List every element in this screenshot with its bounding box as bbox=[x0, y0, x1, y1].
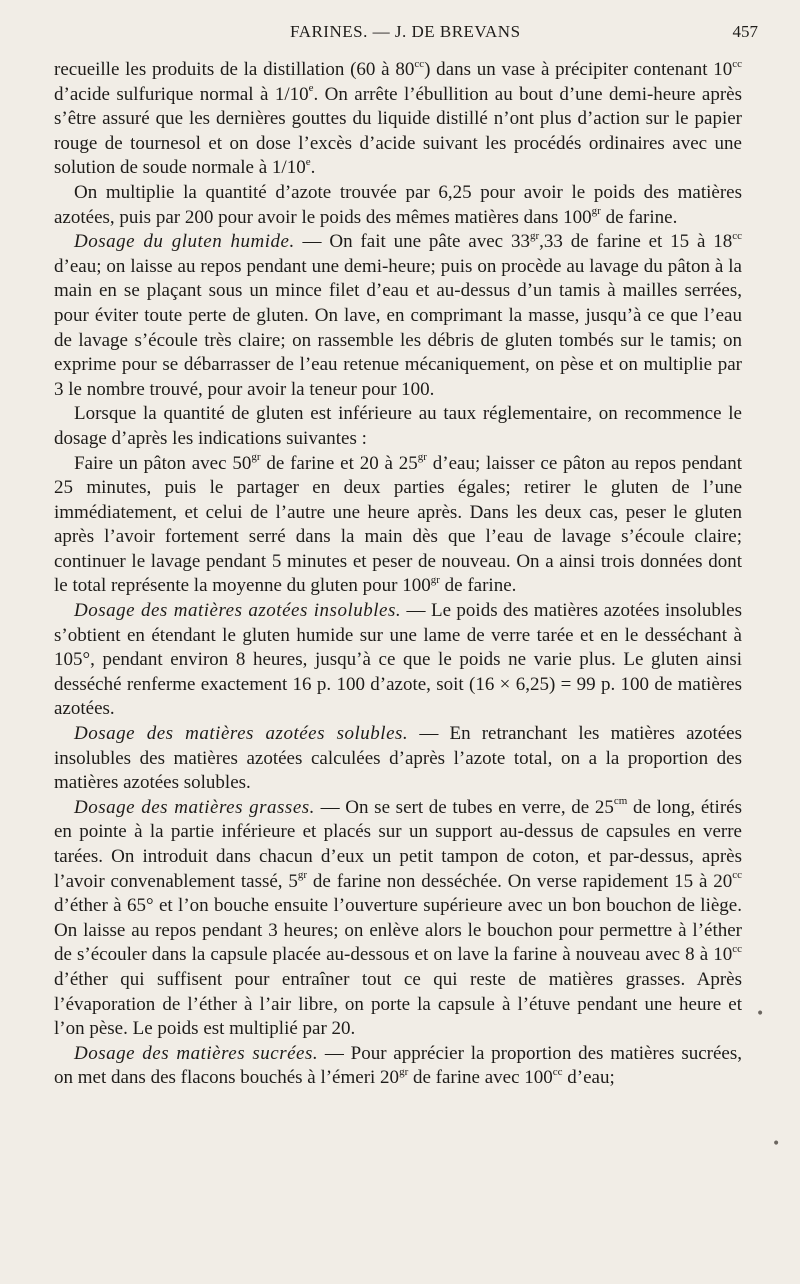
text-run: recueille les produits de la distillation (60 à 80 bbox=[54, 59, 415, 80]
section-lead: Dosage du gluten humide. bbox=[74, 231, 295, 253]
text-run: — En retranchant les matières azotées insolubles des matières azotées calculées d’après l’azote total, on a la proportion des matières azotées solubles. bbox=[54, 723, 742, 794]
text-run: de farine. bbox=[439, 575, 517, 597]
text-run: d’eau; laisser ce pâton au repos pendant 25 minutes, puis le partager en deux parties égales; retirer le gluten de l’une immédiatement, et celui de l’autre une heure après. Dans les deux cas, peser le gluten après l’avoir fortement serré dans la main dès que l’eau de lavage s’écoule claire; continuer le lavage pendant 5 minutes et peser de nouveau. On a ainsi trois données dont le total représente la moyenne du gluten pour 100 bbox=[54, 452, 742, 597]
superscript-unit: cc bbox=[732, 229, 742, 242]
ink-speck: • bbox=[772, 1136, 781, 1152]
text-run: — Pour apprécier la proportion des matières sucrées, on met dans des flacons bouchés à l’émeri 20 bbox=[54, 1042, 742, 1089]
paragraph bbox=[54, 1042, 742, 1091]
text-run: d’éther qui suffisent pour entraîner tout ce qui reste de matières grasses. Après l’évaporation de l’éther à l’air libre, on porte la capsule à l’étuve pendant une heure et l’on pèse. Le poids est multiplié par 20. bbox=[54, 968, 742, 1040]
paragraph bbox=[54, 230, 742, 402]
running-head: FARINES. — J. DE BREVANS bbox=[290, 22, 521, 41]
superscript-unit: e bbox=[305, 156, 311, 169]
section-lead: Dosage des matières sucrées. bbox=[74, 1042, 319, 1064]
superscript-unit: cm bbox=[613, 795, 628, 808]
superscript-unit: e bbox=[308, 82, 314, 95]
paragraph bbox=[54, 796, 742, 1042]
text-run: — On se sert de tubes en verre, de 25 bbox=[314, 796, 614, 818]
text-run: de farine et 20 à 25 bbox=[260, 452, 418, 474]
superscript-unit: cc bbox=[732, 943, 742, 956]
superscript-unit: gr bbox=[430, 574, 440, 587]
text-run: ) dans un vase à précipiter contenant 10 bbox=[424, 59, 733, 80]
paragraph bbox=[54, 599, 742, 722]
superscript-unit: cc bbox=[552, 1066, 563, 1079]
section-lead: Dosage des matières azotées solubles. bbox=[74, 723, 409, 745]
section-lead: Dosage des matières azotées insolubles. bbox=[74, 600, 402, 622]
superscript-unit: gr bbox=[399, 1066, 409, 1079]
superscript-unit: cc bbox=[414, 57, 425, 70]
page-header bbox=[0, 18, 800, 48]
superscript-unit: gr bbox=[591, 205, 601, 218]
section-lead: Dosage des matières grasses. bbox=[74, 796, 315, 818]
superscript-unit: gr bbox=[251, 451, 261, 464]
text-run: de long, étirés en pointe à la partie inférieure et placés sur un support au-dessus de capsules en verre tarées. On introduit dans chacun d’eux un petit tampon de coton, et par-dessus, après l’avoir convenablement tassé, 5 bbox=[54, 796, 742, 892]
body-text bbox=[54, 58, 742, 1091]
text-run: d’eau; on laisse au repos pendant une demi-heure; puis on procède au lavage du pâton à la main en se plaçant sous un mince filet d’eau et au-dessus d’un tamis à mailles serrées, pour éviter toute perte de gluten. On lave, en comprimant la masse, jusqu’à ce que l’eau de lavage s’écoule très claire; on rassemble les débris de gluten tombés sur le tamis; on exprime pour se débarrasser de l’eau retenue mécaniquement, on pèse et on multiplie par 3 le nombre trouvé, pour avoir la teneur pour 100. bbox=[54, 255, 742, 400]
text-run: Lorsque la quantité de gluten est inférieure au taux réglementaire, on recommence le dosage d’après les indications suivantes : bbox=[54, 403, 742, 449]
text-run: de farine. bbox=[600, 206, 678, 228]
paragraph bbox=[54, 181, 742, 230]
text-run: d’éther à 65° et l’on bouche ensuite l’ouverture supérieure avec un bon bouchon de liège. On laisse au repos pendant 3 heures; on enlève alors le bouchon pour permettre à l’éther de s’écouler dans la capsule placée au-dessous et on lave la farine à nouveau avec 8 à 10 bbox=[54, 895, 742, 966]
text-run: d’eau; bbox=[562, 1067, 615, 1089]
ink-speck: • bbox=[756, 1006, 765, 1022]
text-run: — On fait une pâte avec 33 bbox=[294, 231, 530, 253]
superscript-unit: gr bbox=[297, 869, 308, 882]
text-run: d’acide sulfurique normal à 1/10 bbox=[54, 83, 309, 105]
superscript-unit: cc bbox=[732, 869, 742, 882]
paragraph bbox=[54, 58, 742, 181]
text-run: . On arrête l’ébullition au bout d’une demi-heure après s’être assuré que les dernières gouttes du liquide distillé n’ont plus d’action sur le papier rouge de tournesol et on dose l’excès d’acide suivant les procédés ordinaires avec une solution de soude normale à 1/10 bbox=[54, 83, 742, 179]
text-run: On multiplie la quantité d’azote trouvée par 6,25 pour avoir le poids des matières azotées, puis par 200 pour avoir le poids des mêmes matières dans 100 bbox=[54, 181, 742, 228]
text-run: ,33 de farine et 15 à 18 bbox=[539, 231, 733, 253]
text-run: de farine avec 100 bbox=[408, 1067, 553, 1089]
paragraph bbox=[54, 402, 742, 451]
superscript-unit: gr bbox=[529, 229, 540, 242]
text-run: . bbox=[310, 157, 316, 179]
superscript-unit: cc bbox=[732, 57, 743, 70]
text-run: de farine non desséchée. On verse rapidement 15 à 20 bbox=[307, 870, 733, 892]
text-run: — Le poids des matières azotées insolubles s’obtient en étendant le gluten humide sur une lame de verre tarée et en le desséchant à 105°, pendant environ 8 heures, jusqu’à ce que le poids ne varie plus. Le gluten ainsi desséché renferme exactement 16 p. 100 d’azote, soit (16 × 6,25) = 99 p. 100 de matières azotées. bbox=[54, 600, 742, 720]
superscript-unit: gr bbox=[417, 451, 427, 464]
text-run: Faire un pâton avec 50 bbox=[74, 452, 252, 474]
page-number: 457 bbox=[732, 22, 758, 41]
paragraph bbox=[54, 722, 742, 796]
paragraph bbox=[54, 452, 742, 600]
